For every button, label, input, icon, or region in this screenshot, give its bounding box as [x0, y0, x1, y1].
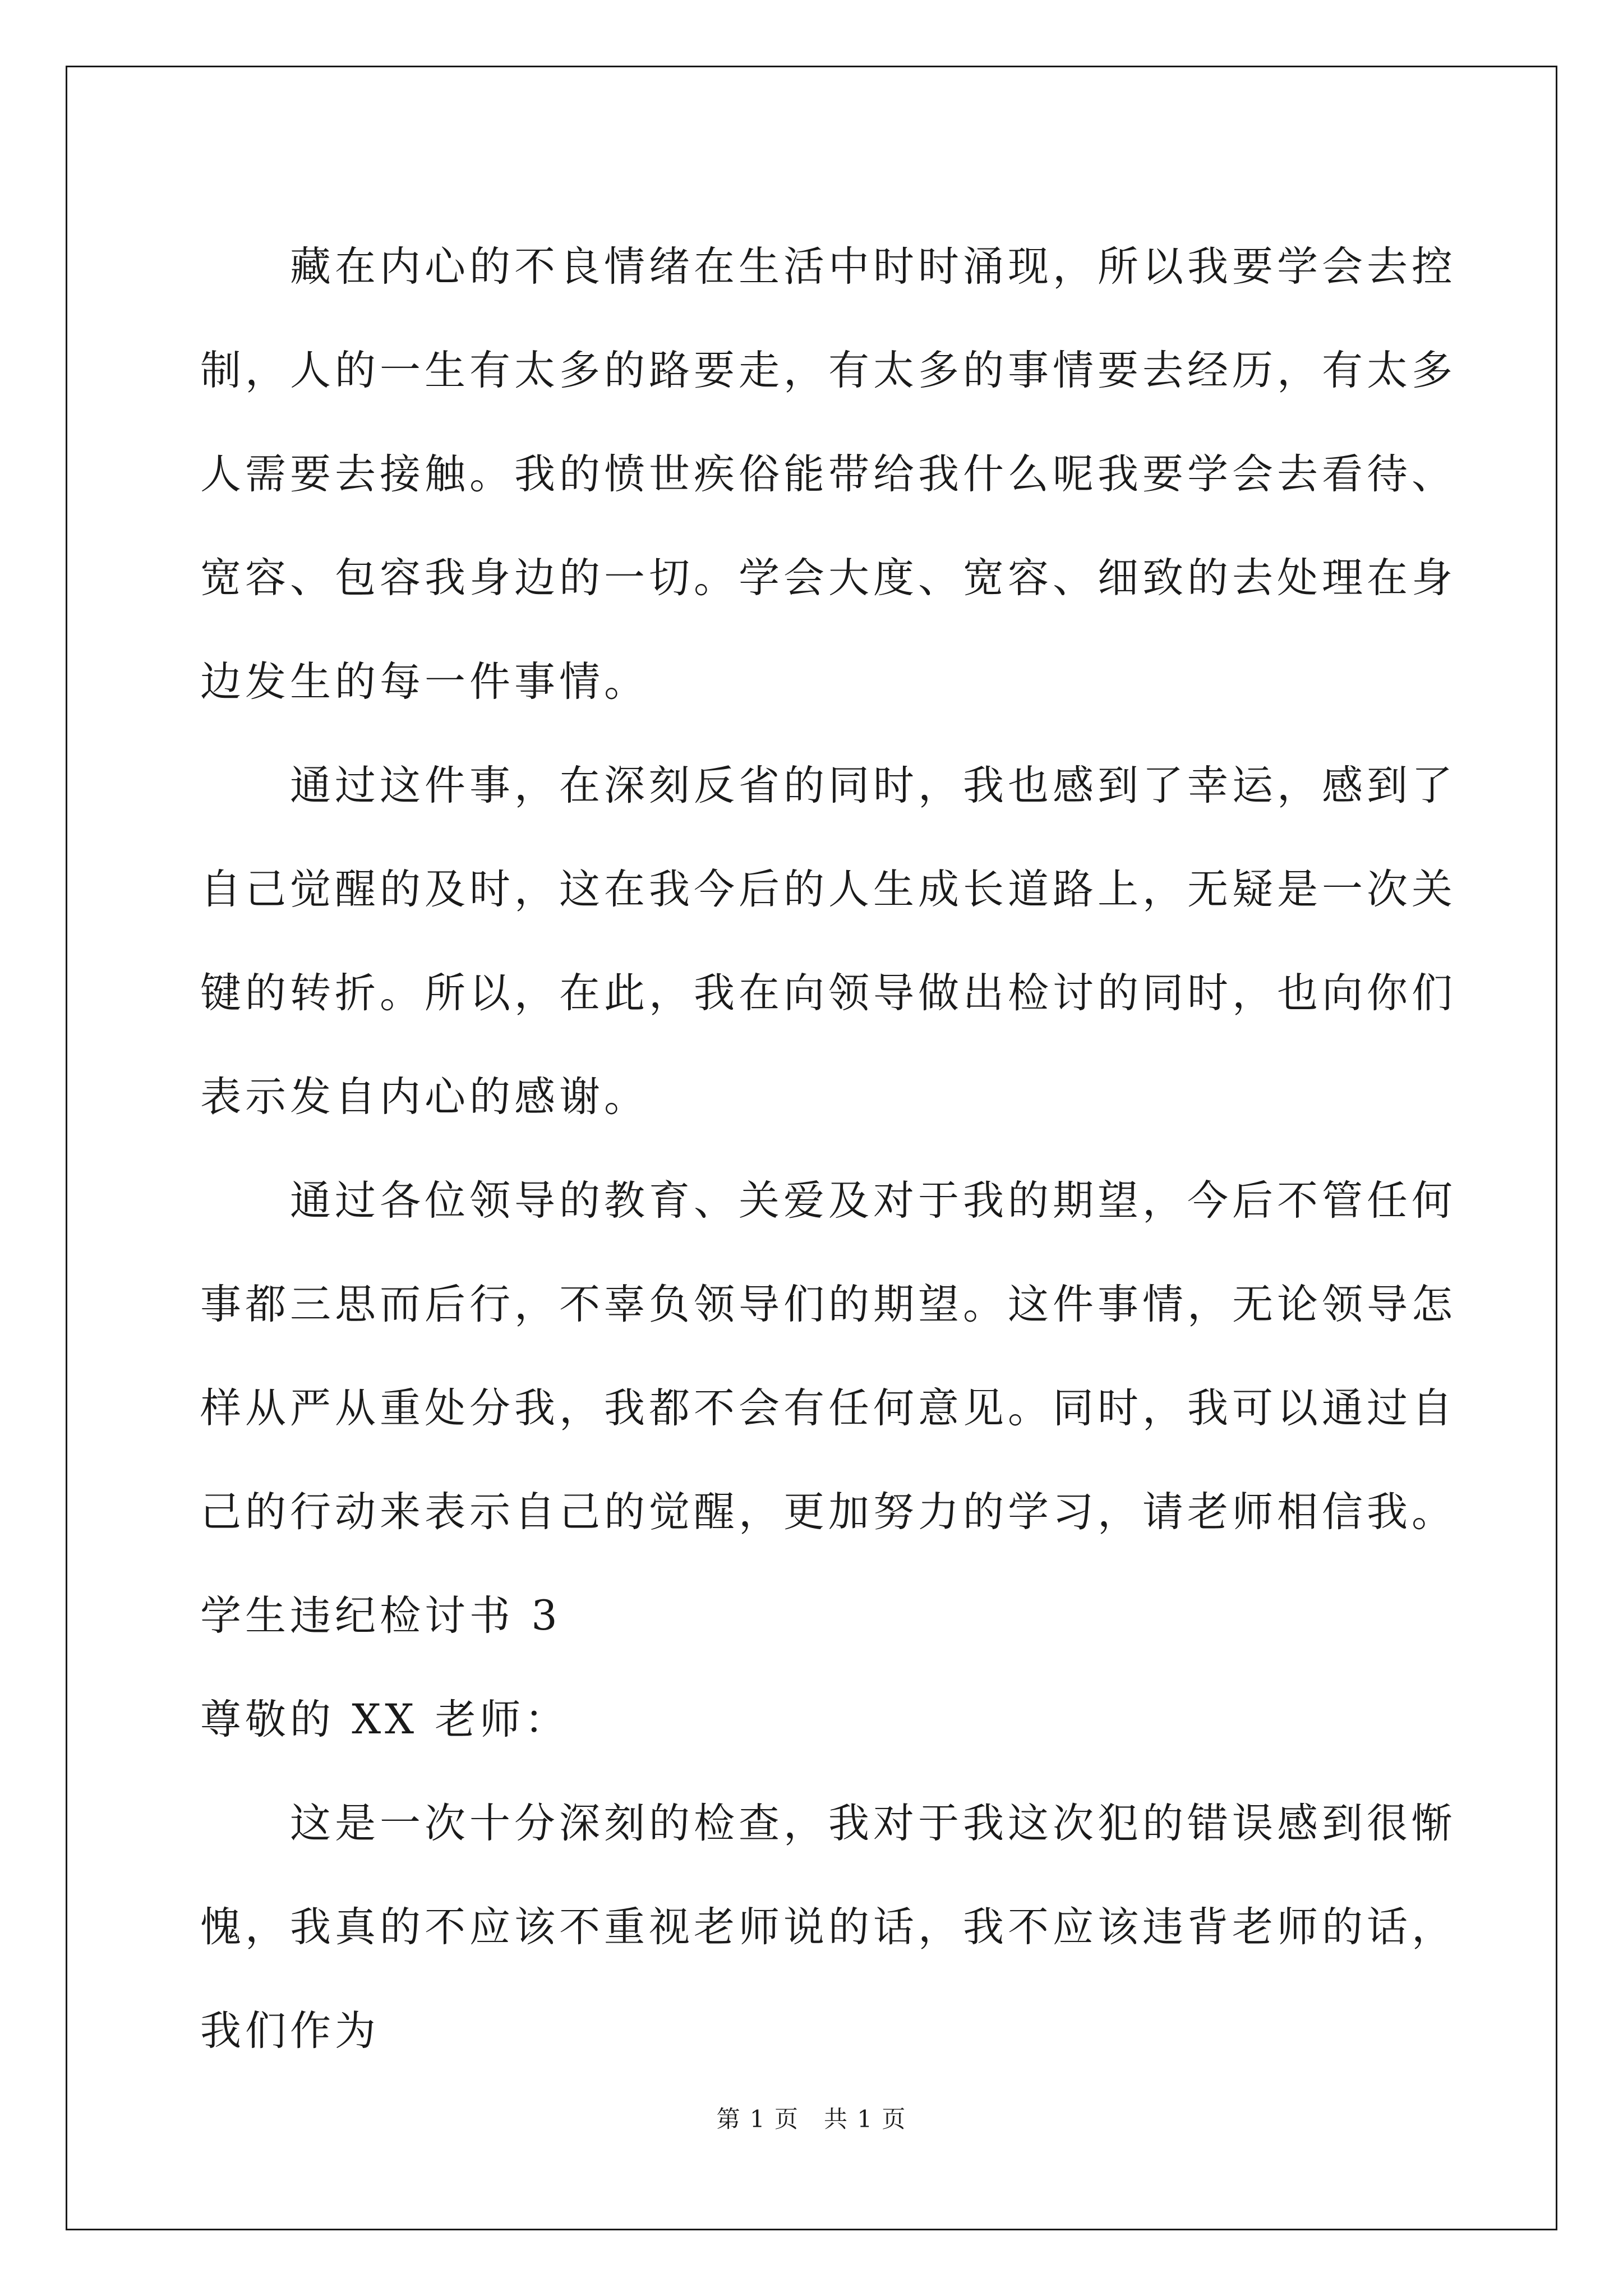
paragraph: 这是一次十分深刻的检查，我对于我这次犯的错误感到很惭愧，我真的不应该不重视老师说的话，我不应该违背老师的话，我们作为 [200, 1800, 1456, 2055]
paragraph: 通过这件事，在深刻反省的同时，我也感到了幸运，感到了自己觉醒的及时，这在我今后的人生成长道路上，无疑是一次关键的转折。所以，在此，我在向领导做出检讨的同时，也向你们表示发自内心的感谢。 [200, 762, 1456, 1121]
paragraph: 通过各位领导的教育、关爱及对于我的期望，今后不管任何事都三思而后行，不辜负领导们的期望。这件事情，无论领导怎样从严从重处分我，我都不会有任何意见。同时，我可以通过自己的行动来表示自己的觉醒，更加努力的学习，请老师相信我。 [200, 1177, 1456, 1536]
salutation: 尊敬的 XX 老师： [200, 1696, 570, 1743]
section-heading: 学生违纪检讨书 3 [200, 1592, 561, 1640]
paragraph: 藏在内心的不良情绪在生活中时时涌现，所以我要学会去控制，人的一生有太多的路要走，有太多的事情要去经历，有太多人需要去接触。我的愤世疾俗能带给我什么呢我要学会去看待、宽容、包容我身边的一切。学会大度、宽容、细致的去处理在身边发生的每一件事情。 [200, 243, 1456, 706]
page-footer: 第 1 页 共 1 页 [716, 2105, 907, 2133]
document-body [200, 215, 1456, 2083]
